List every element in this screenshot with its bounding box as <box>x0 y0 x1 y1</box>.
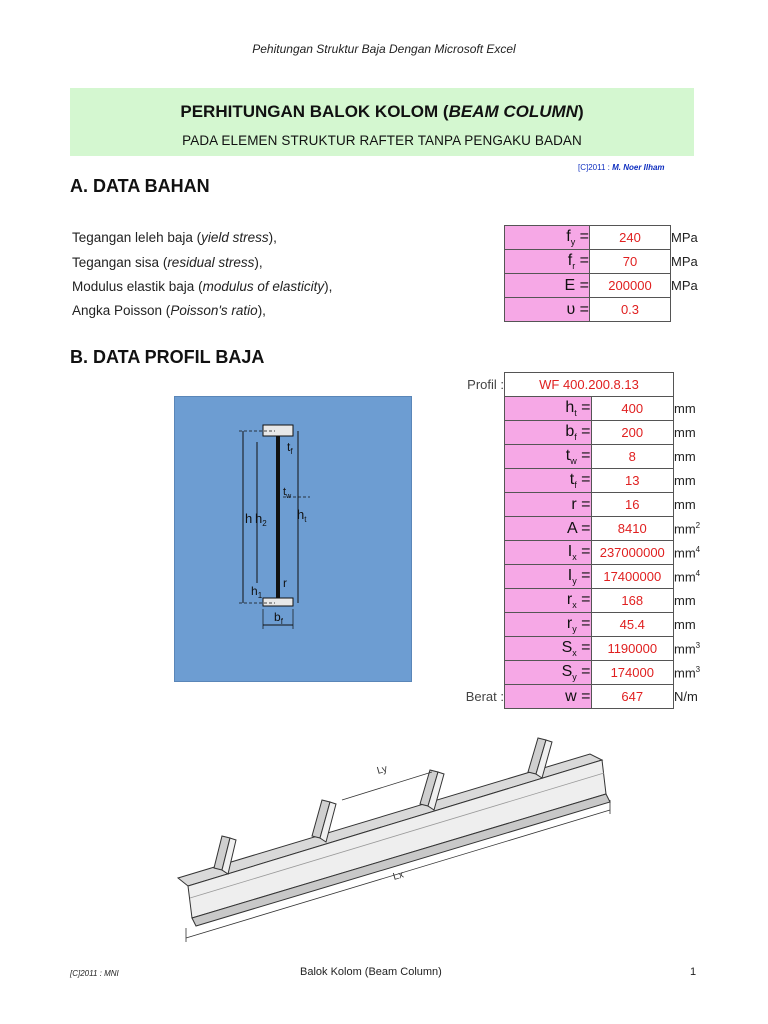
table-row <box>434 397 724 421</box>
value-cell[interactable]: 200 <box>591 421 673 445</box>
table-row <box>434 373 724 397</box>
unit-cell: mm <box>674 497 696 512</box>
running-header: Pehitungan Struktur Baja Dengan Microsoft Excel <box>252 42 516 56</box>
unit-cell: mm <box>674 425 696 440</box>
value-cell[interactable]: 174000 <box>591 661 673 685</box>
section-b-heading: B. DATA PROFIL BAJA <box>70 347 265 367</box>
footer-center: Balok Kolom (Beam Column) <box>300 966 442 978</box>
unit-cell: N/m <box>674 689 698 704</box>
value-cell[interactable]: 70 <box>590 250 671 274</box>
label-modulus: Modulus elastik baja (modulus of elasticity), <box>72 279 333 294</box>
symbol-cell: r = <box>505 493 592 517</box>
unit-cell: $mm^2$ <box>674 520 701 537</box>
table-row <box>434 565 724 589</box>
symbol-cell: $t_f$ = <box>505 469 592 493</box>
copyright-note: [C]2011 : M. Noer Ilham <box>578 163 665 172</box>
profile-diagram <box>174 396 412 682</box>
symbol-cell: A = <box>505 517 592 541</box>
value-cell[interactable]: 13 <box>591 469 673 493</box>
profil-value[interactable]: WF 400.200.8.13 <box>505 373 674 397</box>
value-cell[interactable]: 17400000 <box>591 565 673 589</box>
value-cell[interactable]: 400 <box>591 397 673 421</box>
value-cell[interactable]: 8410 <box>591 517 673 541</box>
label-h1: $h_1$ <box>251 584 263 600</box>
bottom-flange <box>263 598 293 606</box>
unit-cell: mm <box>674 449 696 464</box>
profil-label: Profil : <box>467 377 504 392</box>
title-banner <box>70 88 694 156</box>
page-title: PERHITUNGAN BALOK KOLOM (BEAM COLUMN) <box>180 102 584 121</box>
label-r: r <box>283 576 287 590</box>
value-cell[interactable]: 0.3 <box>590 298 671 322</box>
unit-cell: $mm^3$ <box>674 640 701 657</box>
label-ly: Ly <box>375 763 389 777</box>
symbol-cell: $b_f$ = <box>505 421 592 445</box>
rafter-web <box>188 760 606 918</box>
table-row <box>434 517 724 541</box>
web <box>276 436 280 598</box>
value-cell[interactable]: 237000000 <box>591 541 673 565</box>
footer-left: [C]2011 : MNI <box>70 969 119 978</box>
table-row <box>434 445 724 469</box>
unit-cell: mm <box>674 593 696 608</box>
value-cell[interactable]: 168 <box>591 589 673 613</box>
top-flange <box>263 425 293 436</box>
unit-cell: MPa <box>671 230 698 245</box>
label-h2: $h_2$ <box>255 511 267 528</box>
value-cell[interactable]: 200000 <box>590 274 671 298</box>
symbol-cell: $h_t$ = <box>505 397 592 421</box>
symbol-cell: $r_y$ = <box>505 613 592 637</box>
rafter-diagram <box>170 728 620 942</box>
symbol-cell: $f_y$ = <box>505 226 590 250</box>
unit-cell: mm <box>674 401 696 416</box>
unit-cell: $mm^4$ <box>674 544 701 561</box>
symbol-cell: $I_x$ = <box>505 541 592 565</box>
symbol-cell: $f_r$ = <box>505 250 590 274</box>
label-lx: Lx <box>391 869 405 883</box>
page-subtitle: PADA ELEMEN STRUKTUR RAFTER TANPA PENGAKU BADAN <box>182 133 582 148</box>
profile-table <box>434 372 724 709</box>
label-yield-stress: Tegangan leleh baja (yield stress), <box>72 230 277 245</box>
value-cell[interactable]: 8 <box>591 445 673 469</box>
unit-cell: $mm^4$ <box>674 568 701 585</box>
table-row <box>505 274 722 298</box>
symbol-cell: $I_y$ = <box>505 565 592 589</box>
table-row <box>434 541 724 565</box>
unit-cell: $mm^3$ <box>674 664 701 681</box>
symbol-cell: $S_y$ = <box>505 661 592 685</box>
table-row <box>434 469 724 493</box>
value-cell[interactable]: 240 <box>590 226 671 250</box>
unit-cell <box>671 298 722 322</box>
page-number: 1 <box>690 966 697 978</box>
symbol-cell: E = <box>505 274 590 298</box>
table-row <box>505 250 722 274</box>
table-row <box>434 685 724 709</box>
label-poisson: Angka Poisson (Poisson's ratio), <box>72 303 266 318</box>
symbol-cell: $t_w$ = <box>505 445 592 469</box>
unit-cell: mm <box>674 617 696 632</box>
material-table <box>504 225 722 322</box>
berat-label: Berat : <box>465 689 504 704</box>
value-cell[interactable]: 16 <box>591 493 673 517</box>
table-row <box>434 637 724 661</box>
section-a-heading: A. DATA BAHAN <box>70 176 210 196</box>
table-row <box>505 298 722 322</box>
symbol-cell: w = <box>505 685 592 709</box>
label-tw: $t_w$ <box>283 486 292 500</box>
unit-cell: mm <box>674 473 696 488</box>
label-residual-stress: Tegangan sisa (residual stress), <box>72 255 263 270</box>
label-h: h <box>245 511 253 526</box>
symbol-cell: υ = <box>505 298 590 322</box>
unit-cell: MPa <box>671 278 698 293</box>
wf-section-drawing <box>175 397 411 681</box>
symbol-cell: $r_x$ = <box>505 589 592 613</box>
label-bf: $b_f$ <box>274 610 283 626</box>
label-tf: $t_f$ <box>287 440 293 456</box>
table-row <box>434 589 724 613</box>
value-cell[interactable]: 45.4 <box>591 613 673 637</box>
table-row <box>434 661 724 685</box>
table-row <box>434 493 724 517</box>
symbol-cell: $S_x$ = <box>505 637 592 661</box>
dim-line-ly <box>342 772 432 800</box>
value-cell[interactable]: 1190000 <box>591 637 673 661</box>
table-row <box>434 421 724 445</box>
table-row <box>505 226 722 250</box>
unit-cell: MPa <box>671 254 698 269</box>
table-row <box>434 613 724 637</box>
value-cell[interactable]: 647 <box>591 685 673 709</box>
label-ht: $h_t$ <box>297 507 307 524</box>
